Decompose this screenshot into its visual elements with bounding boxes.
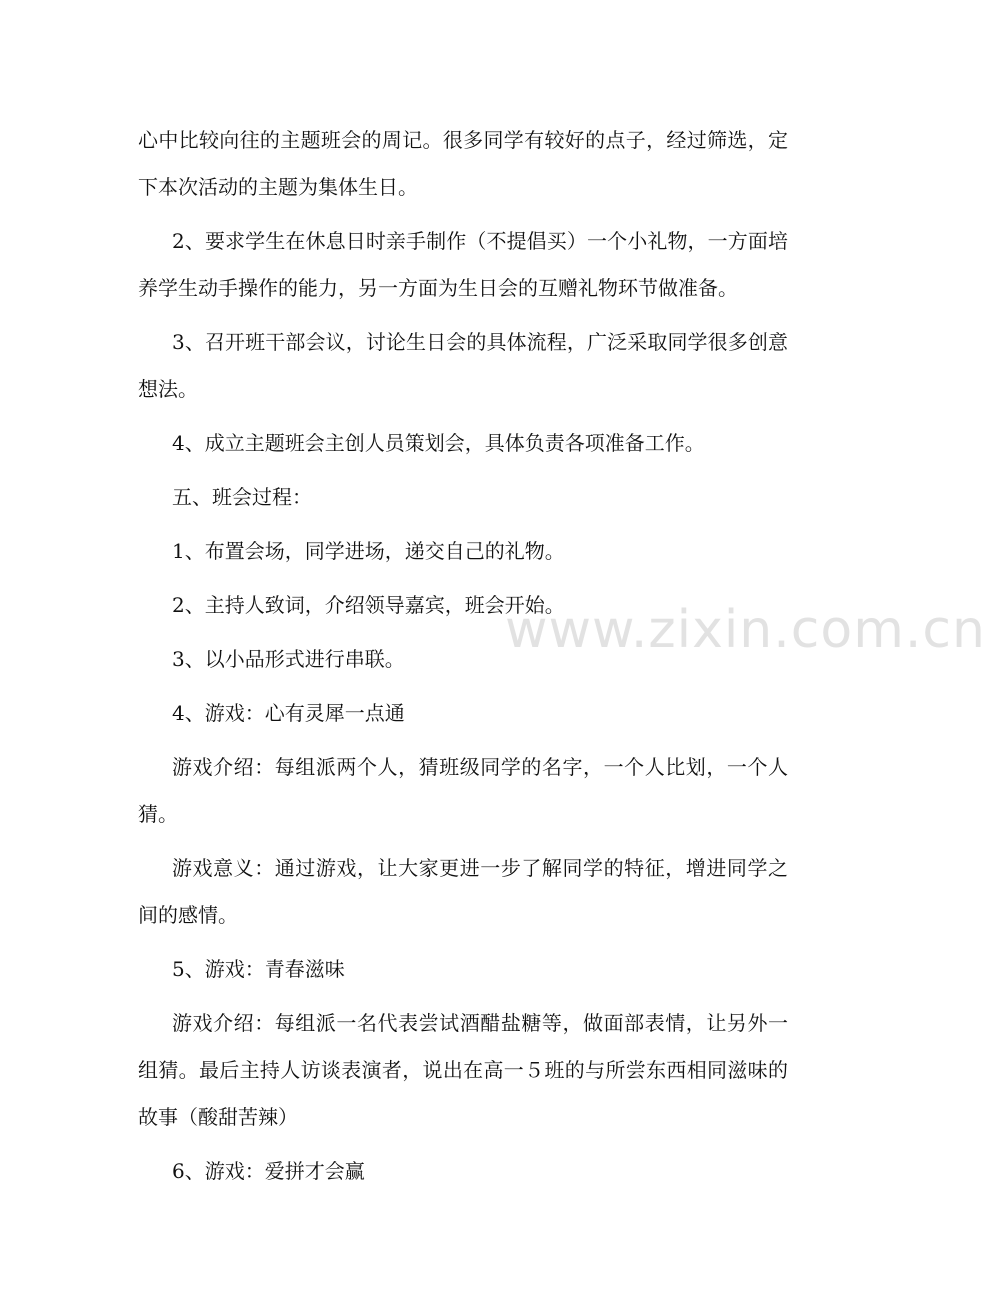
section-heading: 五、班会过程： bbox=[172, 485, 312, 509]
paragraph-7: 2、主持人致词，介绍领导嘉宾，班会开始。 bbox=[172, 593, 565, 617]
paragraph-2: 2、要求学生在休息日时亲手制作（不提倡买）一个小礼物，一方面培养学生动手操作的能力，另一方面为生日会的互赠礼物环节做准备。 bbox=[138, 229, 788, 300]
paragraph-6: 1、布置会场，同学进场，递交自己的礼物。 bbox=[172, 539, 565, 563]
paragraph-12: 5、游戏：青春滋味 bbox=[172, 957, 345, 981]
paragraph-4: 4、成立主题班会主创人员策划会，具体负责各项准备工作。 bbox=[172, 431, 705, 455]
paragraph-1: 心中比较向往的主题班会的周记。很多同学有较好的点子，经过筛选，定下本次活动的主题为集体生日。 bbox=[138, 128, 788, 199]
paragraph-13: 游戏介绍：每组派一名代表尝试酒醋盐糖等，做面部表情，让另外一组猜。最后主持人访谈表演者，说出在高一５班的与所尝东西相同滋味的故事（酸甜苦辣） bbox=[138, 1011, 788, 1129]
watermark-text: www.zixin.com.cn bbox=[505, 600, 986, 660]
paragraph-14: 6、游戏：爱拼才会赢 bbox=[172, 1159, 365, 1183]
paragraph-10: 游戏介绍：每组派两个人，猜班级同学的名字，一个人比划，一个人猜。 bbox=[138, 755, 788, 826]
paragraph-11: 游戏意义：通过游戏，让大家更进一步了解同学的特征，增进同学之间的感情。 bbox=[138, 856, 788, 927]
paragraph-8: 3、以小品形式进行串联。 bbox=[172, 647, 405, 671]
document-body bbox=[138, 117, 788, 1202]
paragraph-3: 3、召开班干部会议，讨论生日会的具体流程，广泛采取同学很多创意想法。 bbox=[138, 330, 788, 401]
paragraph-9: 4、游戏：心有灵犀一点通 bbox=[172, 701, 405, 725]
